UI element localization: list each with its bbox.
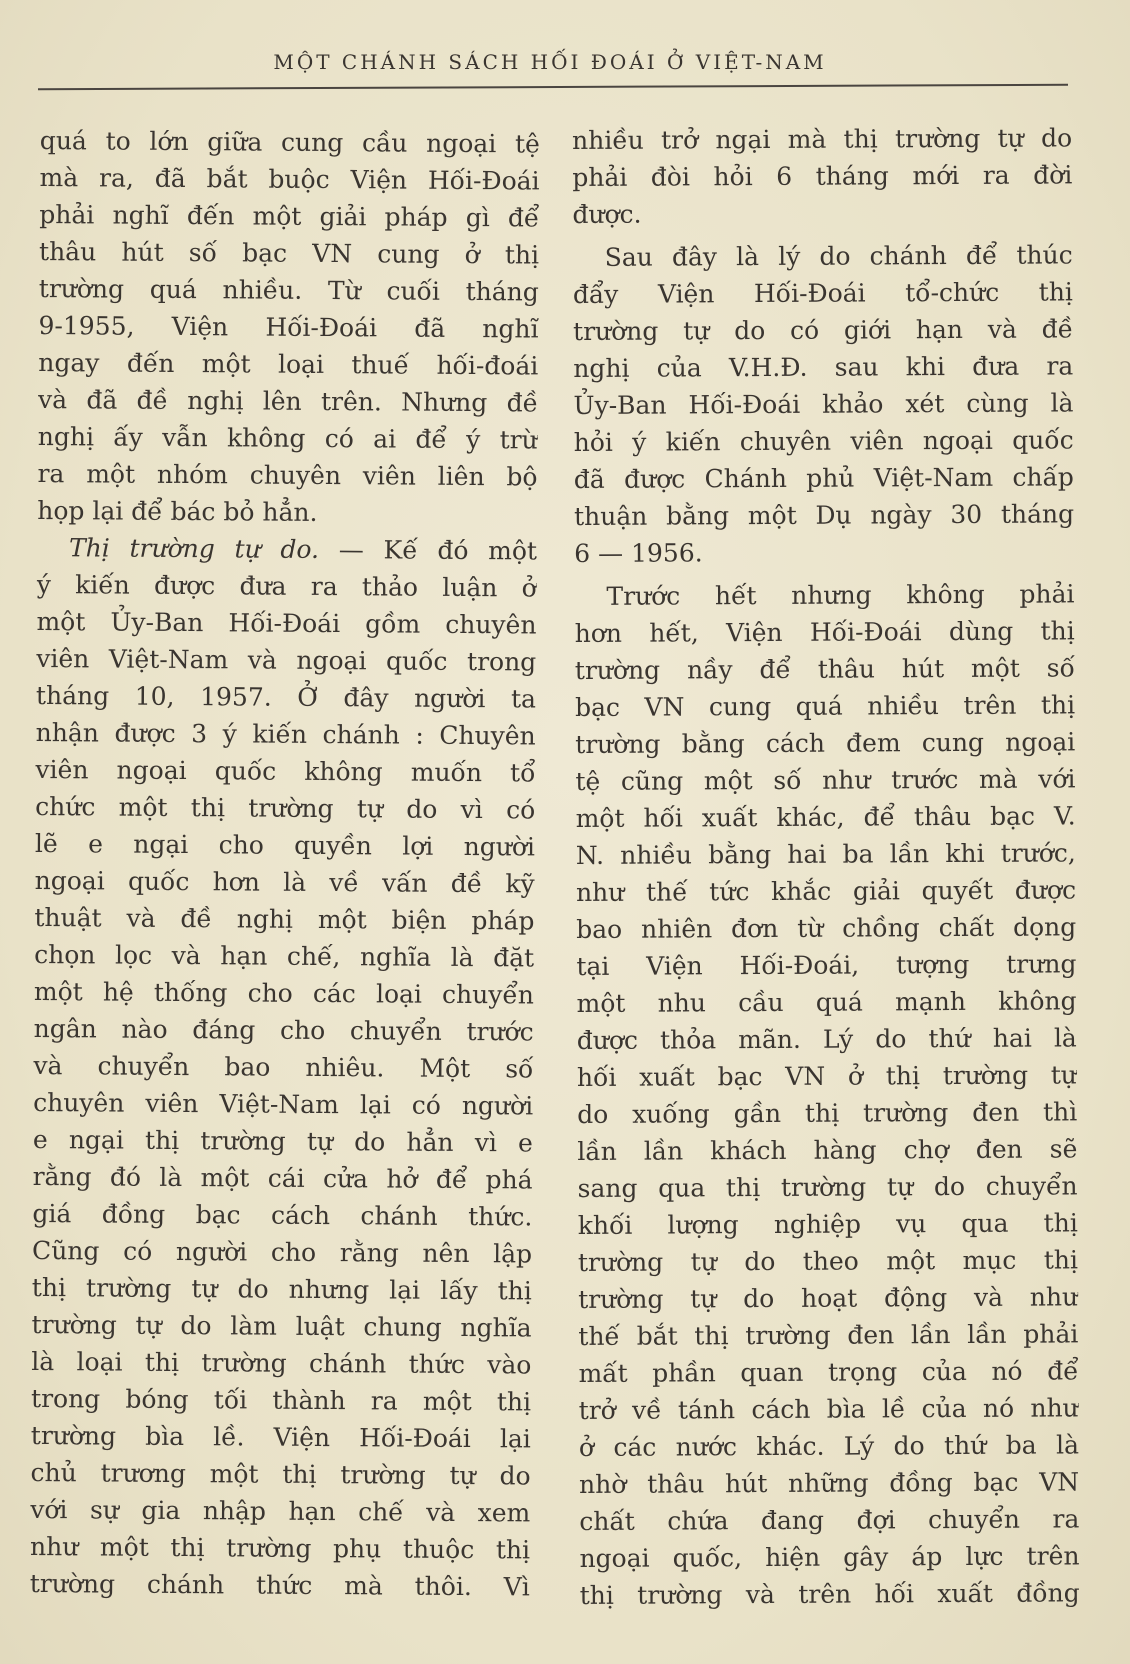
- text-line: ngoại quốc, hiện gây áp lực trên: [579, 1541, 1080, 1573]
- text-line: 6 — 1956.: [574, 538, 703, 568]
- text-line: nghị của V.H.Đ. sau khi đưa ra: [573, 351, 1074, 383]
- text-line: trường chánh thức mà thôi. Vì: [29, 1568, 530, 1602]
- text-line: lần lần khách hàng chợ đen sẽ: [577, 1134, 1078, 1166]
- text-line: tháng 10, 1957. Ở đây người ta: [35, 680, 537, 714]
- text-line: trường tự do có giới hạn và đề: [573, 314, 1074, 346]
- text-line: trường quá nhiều. Từ cuối tháng: [38, 273, 539, 307]
- text-line: được thỏa mãn. Lý do thứ hai là: [576, 1023, 1077, 1055]
- text-line: được.: [572, 199, 642, 229]
- text-line: Cũng có người cho rằng nên lập: [32, 1235, 533, 1269]
- text-line: họp lại để bác bỏ hẳn.: [37, 495, 318, 527]
- text-line: hơn hết, Viện Hối-Đoái dùng thị: [574, 616, 1075, 648]
- text-line: quá to lớn giữa cung cầu ngoại tệ: [39, 125, 540, 159]
- text-line: trong bóng tối thành ra một thị: [30, 1383, 532, 1417]
- text-line: N. nhiều bằng hai ba lần khi trước,: [575, 838, 1076, 870]
- text-line: nhờ thâu hút những đồng bạc VN: [579, 1467, 1080, 1499]
- text-line: viên ngoại quốc không muốn tổ: [35, 754, 536, 788]
- text-line: với sự gia nhập hạn chế và xem: [30, 1494, 531, 1528]
- text-line: trở về tánh cách bìa lề của nó như: [578, 1393, 1079, 1425]
- text-line: trường tự do hoạt động và như: [578, 1282, 1079, 1314]
- text-line: bạc VN cung quá nhiều trên thị: [574, 690, 1076, 722]
- header-rule: [38, 84, 1068, 90]
- text-line: như thế tức khắc giải quyết được: [575, 875, 1077, 907]
- text-line: viên Việt-Nam và ngoại quốc trong: [36, 643, 537, 677]
- text-line: đã được Chánh phủ Việt-Nam chấp: [573, 462, 1074, 494]
- text-line: nghị ấy vẫn không có ai để ý trừ: [37, 421, 538, 455]
- text-line: chủ trương một thị trường tự do: [30, 1457, 531, 1491]
- text-line: tại Viện Hối-Đoái, tượng trưng: [576, 949, 1077, 981]
- section-heading: Thị trường tự do.: [68, 533, 320, 564]
- text-line: đẩy Viện Hối-Đoái tổ-chức thị: [572, 277, 1073, 309]
- running-head: MỘT CHÁNH SÁCH HỐI ĐOÁI Ở VIỆT-NAM: [273, 50, 827, 74]
- text-line: thị trường tự do nhưng lại lấy thị: [31, 1272, 532, 1306]
- text-line: chuyên viên Việt-Nam lại có người: [33, 1087, 534, 1121]
- text-line: hỏi ý kiến chuyên viên ngoại quốc: [573, 425, 1074, 457]
- text-line: chức một thị trường tự do vì có: [35, 791, 536, 825]
- text-line: ở các nước khác. Lý do thứ ba là: [578, 1430, 1080, 1462]
- text-line: thuận bằng một Dụ ngày 30 tháng: [573, 499, 1075, 531]
- text-line: một hối xuất khác, để thâu bạc V.: [575, 801, 1076, 833]
- text-line: tệ cũng một số như trước mà với: [575, 764, 1076, 796]
- text-line: mất phần quan trọng của nó để: [578, 1356, 1079, 1388]
- text-line: chọn lọc và hạn chế, nghĩa là đặt: [34, 939, 535, 973]
- text-line: trường bằng cách đem cung ngoại: [575, 727, 1076, 759]
- text-line: nhiều trở ngại mà thị trường tự do: [572, 123, 1073, 155]
- text-line: thuật và đề nghị một biện pháp: [34, 902, 535, 936]
- text-line: hối xuất bạc VN ở thị trường tự: [576, 1060, 1078, 1092]
- text-line: ra một nhóm chuyên viên liên bộ: [37, 458, 538, 492]
- text-line: trường tự do theo một mục thị: [577, 1245, 1079, 1277]
- left-column: [30, 122, 540, 1605]
- text-line: [37, 529, 537, 569]
- text-line: ngân nào đáng cho chuyển trước: [33, 1013, 534, 1047]
- text-line: Trước hết nhưng không phải: [606, 579, 1075, 611]
- text-line: và chuyển bao nhiêu. Một số: [33, 1050, 534, 1084]
- text-line: Sau đây là lý do chánh để thúc: [604, 240, 1073, 272]
- text-line: một nhu cầu quá mạnh không: [576, 986, 1077, 1018]
- text-line: thị trường và trên hối xuất đồng: [579, 1578, 1080, 1610]
- text-line: trường bìa lề. Viện Hối-Đoái lại: [30, 1420, 531, 1454]
- text-line: mà ra, đã bắt buộc Viện Hối-Đoái: [39, 162, 540, 196]
- text-line: và đã đề nghị lên trên. Nhưng đề: [37, 384, 539, 418]
- text-run: — Kế đó một: [318, 534, 538, 566]
- text-line: chất chứa đang đợi chuyển ra: [579, 1504, 1080, 1536]
- text-line: một hệ thống cho các loại chuyển: [33, 976, 535, 1010]
- text-line: phải đòi hỏi 6 tháng mới ra đời: [572, 160, 1073, 192]
- text-line: phải nghĩ đến một giải pháp gì để: [39, 199, 540, 233]
- text-line: trường tự do làm luật chung nghĩa: [31, 1309, 532, 1343]
- text-line: thế bắt thị trường đen lần lần phải: [578, 1319, 1079, 1351]
- text-line: bao nhiên đơn từ chồng chất dọng: [576, 912, 1077, 944]
- text-line: một Ủy-Ban Hối-Đoái gồm chuyên: [36, 606, 537, 640]
- text-line: ý kiến được đưa ra thảo luận ở: [36, 569, 537, 603]
- text-line: giá đồng bạc cách chánh thức.: [32, 1198, 533, 1232]
- text-line: trường nầy để thâu hút một số: [574, 653, 1075, 685]
- text-line: e ngại thị trường tự do hẳn vì e: [32, 1124, 533, 1158]
- text-line: thâu hút số bạc VN cung ở thị: [38, 236, 540, 270]
- text-line: là loại thị trường chánh thức vào: [31, 1346, 532, 1380]
- text-line: sang qua thị trường tự do chuyển: [577, 1171, 1078, 1203]
- text-line: 9-1955, Viện Hối-Đoái đã nghĩ: [38, 310, 539, 344]
- text-line: ngoại quốc hơn là về vấn đề kỹ: [34, 865, 535, 899]
- text-line: rằng đó là một cái cửa hở để phá: [32, 1161, 533, 1195]
- text-line: Ủy-Ban Hối-Đoái khảo xét cùng là: [573, 388, 1074, 420]
- text-line: khối lượng nghiệp vụ qua thị: [577, 1208, 1078, 1240]
- text-line: do xuống gần thị trường đen thì: [577, 1097, 1078, 1129]
- right-column: [572, 119, 1080, 1614]
- text-line: ngay đến một loại thuế hối-đoái: [38, 347, 539, 381]
- text-line: như một thị trường phụ thuộc thị: [29, 1531, 531, 1565]
- text-line: lẽ e ngại cho quyền lợi người: [34, 828, 536, 862]
- text-line: nhận được 3 ý kiến chánh : Chuyên: [35, 717, 536, 751]
